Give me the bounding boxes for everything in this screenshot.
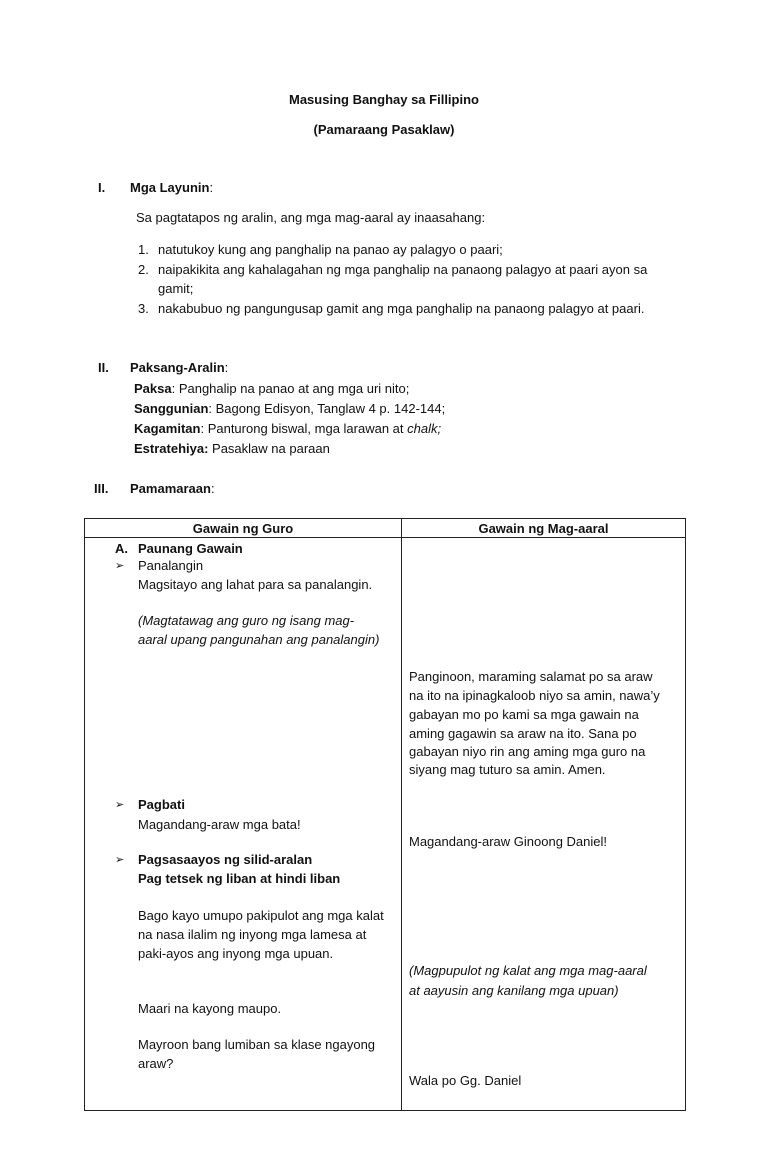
- section3-heading: Pamamaraan: [130, 481, 211, 496]
- section2-numeral: II.: [98, 360, 109, 375]
- objective-text-cont: gamit;: [158, 281, 194, 296]
- mayroon-line: Mayroon bang lumiban sa klase ngayong: [138, 1037, 376, 1052]
- section3-colon: :: [210, 481, 215, 496]
- pagbati-line: Magandang-araw mga bata!: [138, 817, 301, 832]
- paksa-line: [134, 381, 409, 396]
- bago-line: na nasa ilalim ng inyong mga lamesa at: [138, 927, 367, 942]
- prayer-line: gabayan mo po kami sa mga gawain na: [409, 707, 639, 722]
- section1-numeral: I.: [98, 180, 106, 195]
- kagamitan-italic: chalk;: [407, 421, 442, 436]
- section1-heading-line: [130, 180, 213, 195]
- prayer-line: Panginoon, maraming salamat po sa araw: [409, 669, 653, 684]
- objective-number: 2.: [138, 262, 149, 277]
- estratehiya-label: Estratehiya:: [134, 441, 209, 456]
- mayroon-line-cont: araw?: [138, 1056, 174, 1071]
- section2-colon: :: [224, 360, 229, 375]
- pagsasaayos-title: Pagsasaayos ng silid-aralan: [138, 852, 313, 867]
- kagamitan-label: Kagamitan: [134, 421, 201, 436]
- table-header-row: [85, 519, 686, 538]
- pagtetsek-title: Pag tetsek ng liban at hindi liban: [138, 871, 341, 886]
- prayer-line: aming gagawin sa araw na ito. Sana po: [409, 726, 637, 741]
- sanggunian-text: : Bagong Edisyon, Tanglaw 4 p. 142-144;: [208, 401, 446, 416]
- section1-colon: :: [209, 180, 214, 195]
- prayer-line: gabayan niyo rin ang aming mga guro na: [409, 744, 646, 759]
- header-magaaral: Gawain ng Mag-aaral: [402, 519, 686, 538]
- document-title: Masusing Banghay sa Fillipino: [289, 92, 479, 107]
- panalangin-line: Magsitayo ang lahat para sa panalangin.: [138, 577, 373, 592]
- objective-text: nakabubuo ng pangungusap gamit ang mga panghalip na panaong palagyo at paari.: [158, 301, 645, 316]
- arrow-bullet-icon: ➢: [115, 799, 125, 811]
- prayer-line: siyang mag tuturo sa amin. Amen.: [409, 762, 606, 777]
- kagamitan-text: : Panturong biswal, mga larawan at: [200, 421, 408, 436]
- panalangin-note-cont: aaral upang pangunahan ang panalangin): [138, 632, 380, 647]
- activity-table: [84, 518, 686, 1111]
- sanggunian-label: Sanggunian: [134, 401, 209, 416]
- pagbati-title: Pagbati: [138, 797, 185, 812]
- section1-heading: Mga Layunin: [130, 180, 210, 195]
- kagamitan-line: [134, 421, 441, 436]
- maari-line: Maari na kayong maupo.: [138, 1001, 282, 1016]
- objective-number: 3.: [138, 301, 149, 316]
- panalangin-title: Panalangin: [138, 558, 204, 573]
- section3-heading-line: [130, 481, 215, 496]
- objective-text: naipakikita ang kahalagahan ng mga panghalip na panaong palagyo at paari ayon sa: [158, 262, 648, 277]
- section2-heading-line: [130, 360, 228, 375]
- header-guro: Gawain ng Guro: [85, 519, 402, 538]
- objectives-intro: Sa pagtatapos ng aralin, ang mga mag-aaral ay inaasahang:: [136, 210, 486, 225]
- prayer-line: na ito na ipinagkaloob niyo sa amin, nawa’y: [409, 688, 660, 703]
- subsection-title: Paunang Gawain: [138, 541, 243, 556]
- estratehiya-line: [134, 441, 330, 456]
- arrow-bullet-icon: ➢: [115, 560, 125, 572]
- objective-number: 1.: [138, 242, 149, 257]
- table-row: [85, 538, 686, 1111]
- bago-line: paki-ayos ang inyong mga upuan.: [138, 946, 334, 961]
- action-note: (Magpupulot ng kalat ang mga mag-aaral: [409, 963, 647, 978]
- subsection-letter: A.: [115, 541, 128, 556]
- bago-line: Bago kayo umupo pakipulot ang mga kalat: [138, 908, 384, 923]
- paksa-label: Paksa: [134, 381, 172, 396]
- action-note-cont: at aayusin ang kanilang mga upuan): [409, 983, 619, 998]
- sanggunian-line: [134, 401, 445, 416]
- arrow-bullet-icon: ➢: [115, 854, 125, 866]
- paksa-text: : Panghalip na panao at ang mga uri nito;: [171, 381, 410, 396]
- section2-heading: Paksang-Aralin: [130, 360, 225, 375]
- greeting-response: Magandang-araw Ginoong Daniel!: [409, 834, 608, 849]
- panalangin-note: (Magtatawag ang guro ng isang mag-: [138, 613, 355, 628]
- guro-cell: [85, 538, 402, 1111]
- objective-text: natutukoy kung ang panghalip na panao ay palagyo o paari;: [158, 242, 503, 257]
- magaaral-cell: [402, 538, 686, 1111]
- section3-numeral: III.: [94, 481, 109, 496]
- document-subtitle: (Pamaraang Pasaklaw): [313, 122, 455, 137]
- attendance-answer: Wala po Gg. Daniel: [409, 1073, 522, 1088]
- estratehiya-text: Pasaklaw na paraan: [208, 441, 330, 456]
